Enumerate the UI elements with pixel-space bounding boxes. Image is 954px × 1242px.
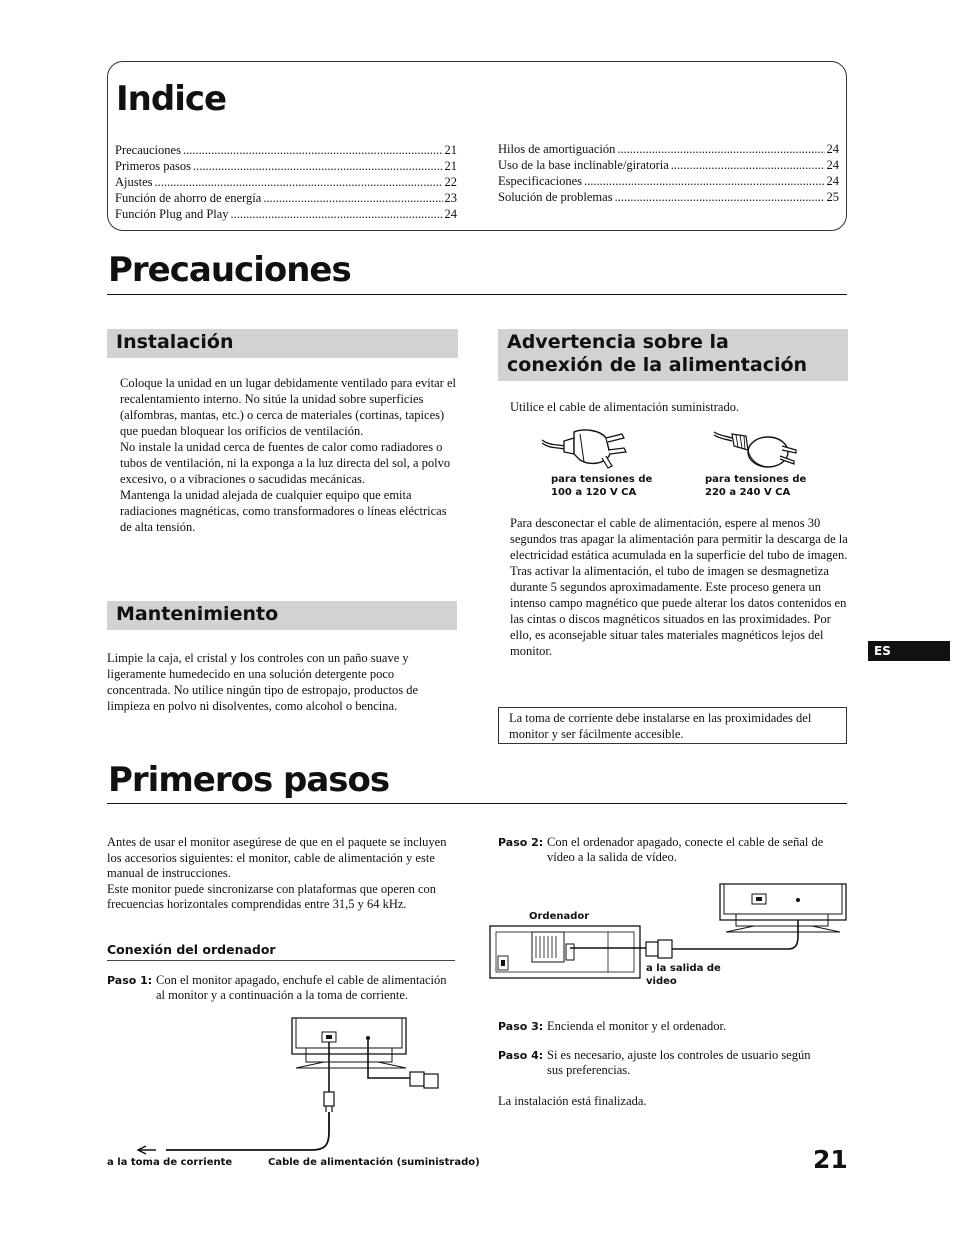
toc-page: 21 — [444, 159, 457, 173]
toc-entry[interactable] — [498, 189, 839, 205]
toc-label: Solución de problemas — [498, 190, 613, 204]
paragraph: Mantenga la unidad alejada de cualquier equipo que emita radiaciones magnéticas, como transformadores o líneas eléctricas de alta tensión. — [120, 488, 447, 534]
plug1-caption: para tensiones de 100 a 120 V CA — [551, 474, 653, 498]
toc-entry[interactable] — [115, 142, 457, 158]
toc-page: 21 — [444, 143, 457, 157]
heading-line: Advertencia sobre la — [507, 331, 729, 353]
power-connection-diagram — [136, 1014, 446, 1159]
paragraph: No instale la unidad cerca de fuentes de calor como radiadores o tubos de ventilación, ni la exponga a la luz directa del sol, a polvo excesivo, o a vibraciones o sacudidas mecánicas. — [120, 440, 451, 486]
final-text: La instalación está finalizada. — [498, 1094, 647, 1108]
instalacion-text — [120, 375, 458, 535]
step-key: Paso 4: — [498, 1049, 544, 1062]
index-left-column — [115, 142, 457, 222]
paragraph: Antes de usar el monitor asegúrese de que en el paquete se incluyen los accesorios siguientes: el monitor, cable de alimentación y este manual de instrucciones. — [107, 835, 447, 880]
toc-label: Precauciones — [115, 143, 181, 157]
toc-entry[interactable] — [115, 174, 457, 190]
toc-label: Función Plug and Play — [115, 207, 229, 221]
toc-entry[interactable] — [115, 158, 457, 174]
toc-page: 24 — [826, 142, 839, 156]
step-key: Paso 1: — [107, 974, 153, 987]
toc-page: 23 — [444, 191, 457, 205]
subheading-rule — [107, 960, 455, 961]
toc-entry[interactable] — [498, 157, 839, 173]
video-connection-diagram — [488, 880, 848, 1010]
step-key: Paso 3: — [498, 1020, 544, 1033]
conexion-subheading: Conexión del ordenador — [107, 942, 276, 957]
toc-label: Uso de la base inclinable/giratoria — [498, 158, 669, 172]
step-3 — [498, 1019, 843, 1034]
page-number: 21 — [813, 1145, 848, 1174]
step-text: Con el ordenador apagado, conecte el cable de señal de vídeo a la salida de vídeo. — [547, 835, 824, 864]
primeros-title: Primeros pasos — [108, 760, 390, 800]
label-salida: a la salida de video — [646, 963, 721, 987]
precauciones-title: Precauciones — [108, 250, 351, 290]
eu-plug-icon — [712, 424, 802, 472]
paragraph: Este monitor puede sincronizarse con plataformas que operen con frecuencias horizontales comprendidas entre 31,5 y 64 kHz. — [107, 881, 437, 911]
label-toma: a la toma de corriente — [107, 1157, 233, 1168]
advertencia-text — [510, 515, 850, 659]
toc-page: 24 — [826, 158, 839, 172]
toc-entry[interactable] — [115, 190, 457, 206]
toc-page: 24 — [826, 174, 839, 188]
primeros-intro — [107, 835, 457, 913]
toc-label: Ajustes — [115, 175, 153, 189]
step-key: Paso 2: — [498, 836, 544, 849]
mantenimiento-text — [107, 650, 459, 714]
toc-page: 24 — [444, 207, 457, 221]
heading-line: conexión de la alimentación — [507, 354, 808, 376]
advertencia-intro: Utilice el cable de alimentación suministrado. — [510, 400, 740, 414]
advertencia-heading — [498, 329, 848, 381]
step-4 — [498, 1048, 818, 1078]
step-1 — [107, 973, 457, 1003]
section-rule — [107, 803, 847, 804]
toc-entry[interactable] — [498, 173, 839, 189]
toc-label: Especificaciones — [498, 174, 582, 188]
label-cable: Cable de alimentación (suministrado) — [268, 1157, 480, 1168]
toc-entry[interactable] — [498, 141, 839, 157]
paragraph: Coloque la unidad en un lugar debidamente ventilado para evitar el recalentamiento interno. No sitúe la unidad sobre superficies (alfombras, mantas, etc.) o cerca de materiales (cortinas, tapices) que puedan bloquear los orificios de ventilación. — [120, 376, 456, 438]
label-ordenador: Ordenador — [529, 911, 590, 922]
step-text: Encienda el monitor y el ordenador. — [547, 1019, 727, 1033]
step-text: Con el monitor apagado, enchufe el cable de alimentación al monitor y a continuación a la toma de corriente. — [156, 973, 447, 1002]
paragraph: Para desconectar el cable de alimentación, espere al menos 30 segundos tras apagar la alimentación para permitir la descarga de la electricidad estática acumulada en la superficie del tubo de imagen. — [510, 516, 848, 562]
toc-page: 25 — [826, 190, 839, 204]
section-rule — [107, 294, 847, 295]
note-box: La toma de corriente debe instalarse en las proximidades del monitor y ser fácilmente accesible. — [498, 707, 847, 744]
us-plug-icon — [540, 424, 630, 472]
toc-entry[interactable] — [115, 206, 457, 222]
language-tab: ES — [868, 641, 950, 661]
index-title: Indice — [116, 79, 227, 119]
toc-label: Primeros pasos — [115, 159, 192, 173]
mantenimiento-heading: Mantenimiento — [107, 601, 457, 630]
plug2-caption: para tensiones de 220 a 240 V CA — [705, 474, 807, 498]
step-text: Si es necesario, ajuste los controles de usuario según sus preferencias. — [547, 1048, 811, 1077]
step-2 — [498, 835, 843, 865]
index-right-column — [498, 141, 839, 205]
instalacion-heading: Instalación — [107, 329, 458, 358]
toc-label: Hilos de amortiguación — [498, 142, 616, 156]
paragraph: Tras activar la alimentación, el tubo de imagen se desmagnetiza durante 5 segundos aproximadamente. Este proceso genera un intenso campo magnético que puede alterar los datos contenidos en las cintas o discos magnéticos situados en las proximidades. Por ello, es aconsejable situar tales materiales magnéticos lejos del monitor. — [510, 564, 847, 658]
toc-page: 22 — [444, 175, 457, 189]
toc-label: Función de ahorro de energía — [115, 191, 262, 205]
paragraph: Limpie la caja, el cristal y los controles con un paño suave y ligeramente humedecido en una solución detergente poco concentrada. No utilice ningún tipo de estropajo, productos de limpieza en polvo ni disolventes, como alcohol o bencina. — [107, 651, 419, 713]
